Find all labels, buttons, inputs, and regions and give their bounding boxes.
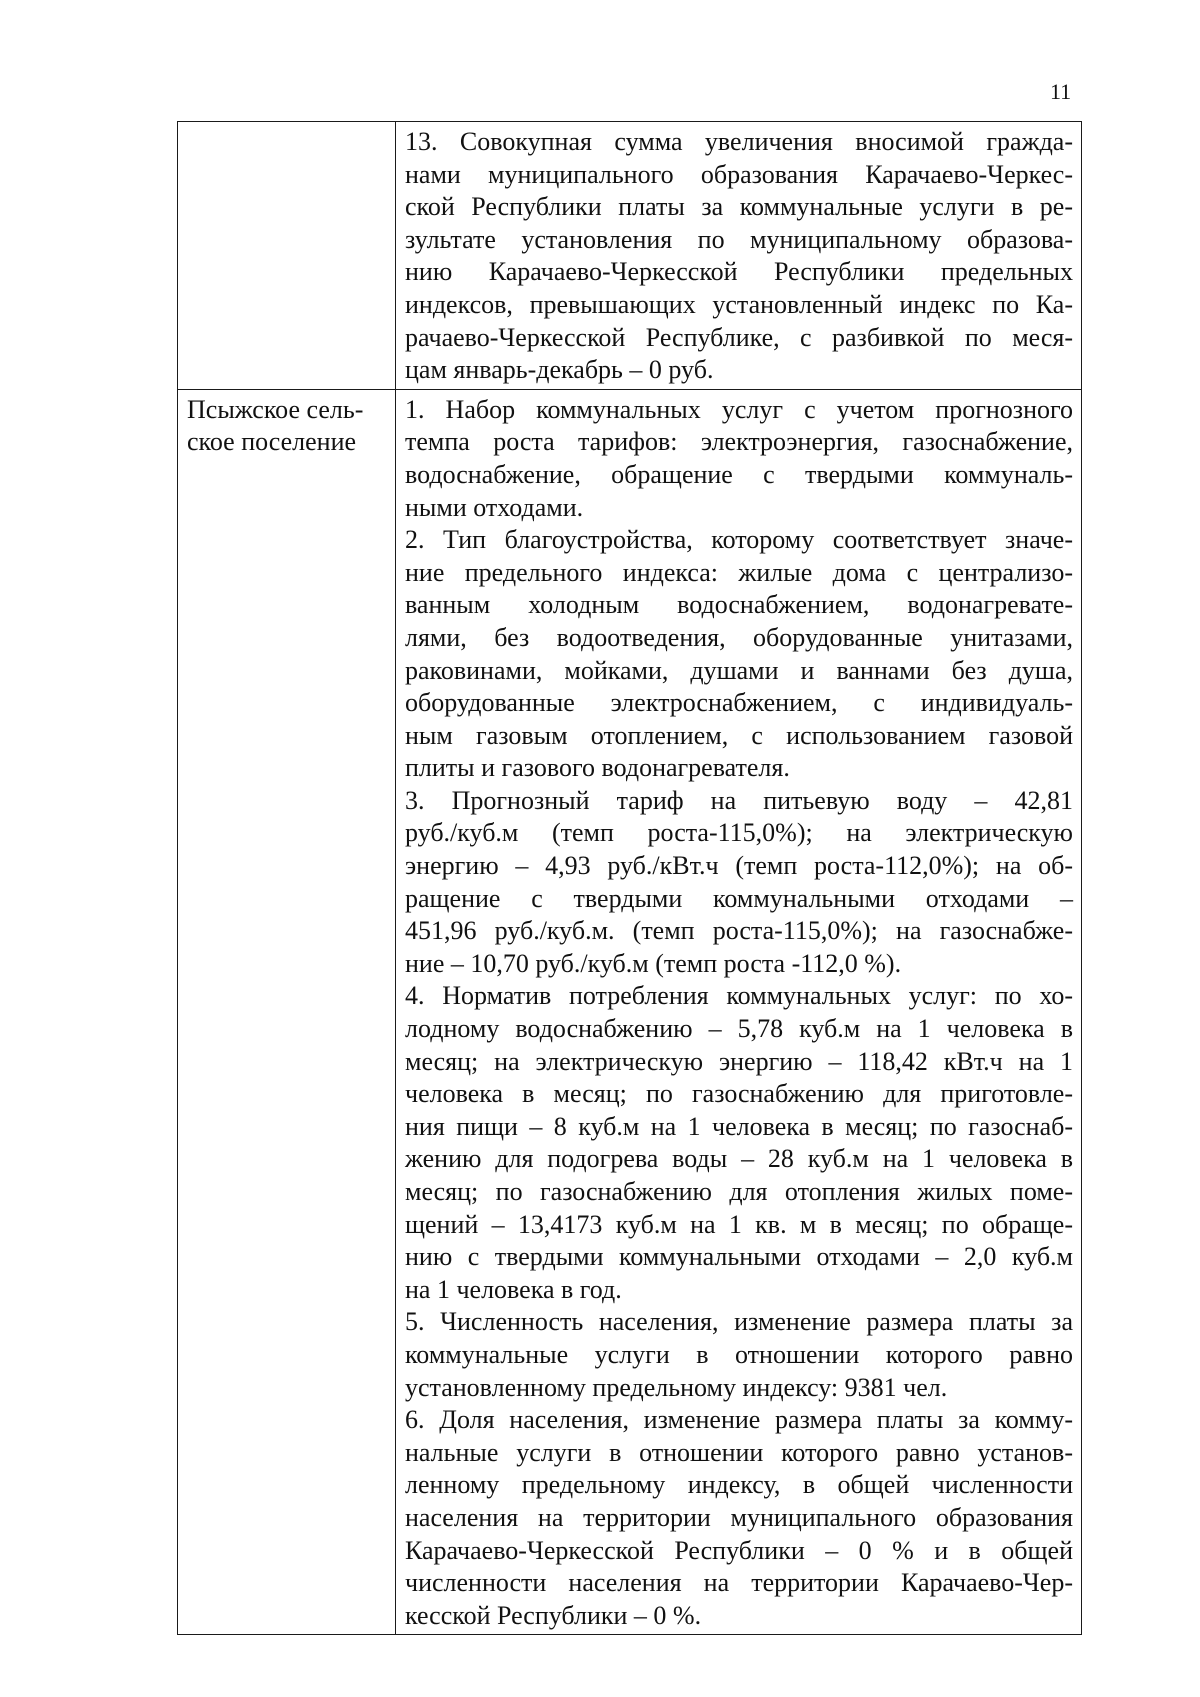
text-line: 3. Прогнозный тариф на питьевую воду – 42,81 [405, 785, 1073, 815]
text-line: жению для подогрева воды – 28 куб.м на 1 человека в [405, 1144, 1073, 1174]
text-line: на 1 человека в год. [405, 1274, 622, 1304]
text-line: ние – 10,70 руб./куб.м (темп роста -112,0 %). [405, 948, 902, 978]
text-line: ленному предельному индексу, в общей численности [405, 1470, 1073, 1500]
text-line: энергию – 4,93 руб./кВт.ч (темп роста-112,0%); на об- [405, 851, 1073, 881]
municipality-cell [178, 122, 396, 390]
text-line: руб./куб.м (темп роста-115,0%); на электрическую [405, 818, 1073, 848]
text-line: 4. Норматив потребления коммунальных услуг: по хо- [405, 981, 1073, 1011]
table-row [178, 122, 1082, 390]
table-row [178, 389, 1082, 1635]
text-line: Карачаево-Черкесской Республики – 0 % и в общей [405, 1535, 1073, 1565]
text-line: 13. Совокупная сумма увеличения вносимой гражда- [405, 127, 1073, 156]
description-cell [396, 122, 1082, 390]
text-line: щений – 13,4173 куб.м на 1 кв. м в месяц; по обраще- [405, 1209, 1073, 1239]
text-line: индексов, превышающих установленный индекс по Ка- [405, 289, 1073, 319]
municipality-name-line: Псыжское сель- [187, 394, 364, 424]
text-line: плиты и газового водонагревателя. [405, 753, 790, 783]
text-line: ванным холодным водоснабжением, водонагревате- [405, 590, 1073, 620]
text-line: раковинами, мойками, душами и ваннами без душа, [405, 655, 1073, 685]
municipality-name-line: ское поселение [187, 427, 357, 457]
text-line: ращение с твердыми коммунальными отходами – [405, 883, 1073, 913]
text-line: кесской Республики – 0 %. [405, 1600, 702, 1630]
text-line: населения на территории муниципального образования [405, 1502, 1073, 1532]
text-line: 2. Тип благоустройства, которому соответствует значе- [405, 525, 1073, 555]
text-line: нию с твердыми коммунальными отходами – 2,0 куб.м [405, 1242, 1073, 1272]
text-line: ным газовым отоплением, с использованием газовой [405, 720, 1073, 750]
text-line: установленному предельному индексу: 9381 чел. [405, 1372, 948, 1402]
text-line: месяц; на электрическую энергию – 118,42 кВт.ч на 1 [405, 1046, 1073, 1076]
page-number: 11 [1050, 79, 1072, 104]
text-line: оборудованные электроснабжением, с индивидуаль- [405, 688, 1073, 718]
description-cell [396, 389, 1082, 1635]
text-line: нальные услуги в отношении которого равно установ- [405, 1437, 1073, 1467]
text-line: рачаево-Черкесской Республике, с разбивкой по меся- [405, 322, 1073, 352]
text-line: темпа роста тарифов: электроэнергия, газоснабжение, [405, 427, 1073, 457]
text-line: лодному водоснабжению – 5,78 куб.м на 1 человека в [405, 1014, 1073, 1044]
text-line: ными отходами. [405, 492, 584, 522]
text-line: 5. Численность населения, изменение размера платы за [405, 1307, 1073, 1337]
paragraph-1 [405, 394, 1073, 524]
text-line: 451,96 руб./куб.м. (темп роста-115,0%); на газоснабже- [405, 916, 1073, 946]
text-line: человека в месяц; по газоснабжению для приготовле- [405, 1079, 1073, 1109]
municipality-cell [178, 389, 396, 1635]
text-line: 6. Доля населения, изменение размера платы за комму- [405, 1405, 1073, 1435]
text-line: зультате установления по муниципальному образова- [405, 224, 1073, 254]
paragraph-2 [405, 524, 1073, 785]
text-line: ния пищи – 8 куб.м на 1 человека в месяц; по газоснаб- [405, 1111, 1073, 1141]
text-line: коммунальные услуги в отношении которого равно [405, 1339, 1073, 1369]
text-line: нами муниципального образования Карачаево-Черкес- [405, 159, 1073, 189]
text-line: лями, без водоотведения, оборудованные унитазами, [405, 622, 1073, 652]
text-line: численности населения на территории Карачаево-Чер- [405, 1568, 1073, 1598]
text-line: месяц; по газоснабжению для отопления жилых поме- [405, 1177, 1073, 1206]
paragraph [405, 126, 1073, 387]
paragraph-3 [405, 785, 1073, 981]
text-line: ние предельного индекса: жилые дома с централизо- [405, 557, 1073, 587]
paragraph-5 [405, 1306, 1073, 1404]
text-line: 1. Набор коммунальных услуг с учетом прогнозного [405, 394, 1073, 424]
text-line: ской Республики платы за коммунальные услуги в ре- [405, 192, 1073, 222]
tariff-table [177, 121, 1082, 1635]
text-line: нию Карачаево-Черкесской Республики предельных [405, 257, 1073, 287]
paragraph-6 [405, 1404, 1073, 1632]
text-line: цам январь-декабрь – 0 руб. [405, 355, 714, 385]
text-line: водоснабжение, обращение с твердыми коммуналь- [405, 459, 1073, 489]
paragraph-4 [405, 980, 1073, 1306]
